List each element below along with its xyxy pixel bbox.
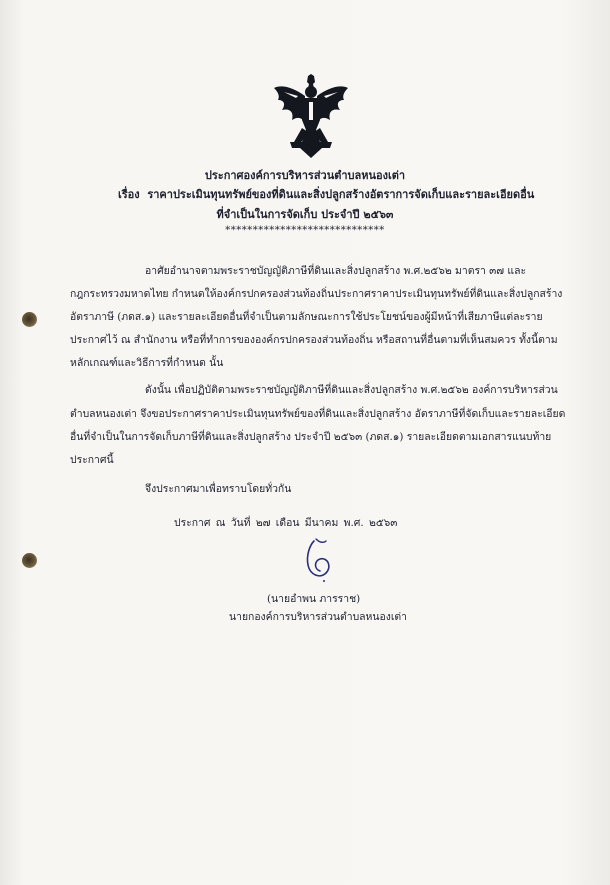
para2-line-2: ตำบลหนองเต่า จึงขอประกาศราคาประเมินทุนทรัพย์ของที่ดินและสิ่งปลูกสร้าง อัตราภาษีที่จัดเก็บและรายละเอียด — [70, 408, 566, 420]
para1-line-1: อาศัยอำนาจตามพระราชบัญญัติภาษีที่ดินและสิ่งปลูกสร้าง พ.ศ.๒๕๖๒ มาตรา ๓๗ และ — [145, 265, 527, 277]
separator-stars: ***************************** — [225, 225, 385, 236]
signatory-position: นายกองค์การบริหารส่วนตำบลหนองเต่า — [229, 611, 407, 623]
subject-text-1: ราคาประเมินทุนทรัพย์ของที่ดินและสิ่งปลูกสร้างอัตราการจัดเก็บและรายละเอียดอื่น — [147, 188, 535, 201]
para2-line-4: ประกาศนี้ — [70, 454, 114, 466]
handwritten-signature — [300, 537, 340, 585]
punch-hole-top — [22, 312, 37, 327]
announcement-title: ประกาศองค์การบริหารส่วนตำบลหนองเต่า — [204, 169, 406, 182]
punch-hole-bottom — [22, 553, 37, 568]
para1-line-4: ประกาศไว้ ณ สำนักงาน หรือที่ทำการขององค์กรปกครองส่วนท้องถิ่น หรือสถานที่อื่นตามที่เห็นสมควร ทั้งนี้ตาม — [70, 334, 558, 346]
signatory-name: (นายอำพน ภารราช) — [267, 593, 361, 605]
announce-line: จึงประกาศมาเพื่อทราบโดยทั่วกัน — [145, 483, 292, 495]
para1-line-5: หลักเกณฑ์และวิธีการที่กำหนด นั้น — [70, 357, 224, 369]
para1-line-2: กฎกระทรวงมหาดไทย กำหนดให้องค์กรปกครองส่วนท้องถิ่นประกาศราคาประเมินทุนทรัพย์ที่ดินและสิ่งปลูกสร้าง — [70, 288, 563, 300]
para2-line-3: อื่นที่จำเป็นในการจัดเก็บภาษีที่ดินและสิ่งปลูกสร้าง ประจำปี ๒๕๖๓ (ภดส.๑) รายละเอียดตามเอกสารแนบท้าย — [70, 431, 552, 443]
date-line: ประกาศ ณ วันที่ ๒๗ เดือน มีนาคม พ.ศ. ๒๕๖๓ — [174, 517, 398, 529]
para2-line-1: ดังนั้น เพื่อปฏิบัติตามพระราชบัญญัติภาษีที่ดินและสิ่งปลูกสร้าง พ.ศ.๒๕๖๒ องค์การบริหารส่วน — [145, 384, 558, 396]
subject-line-1 — [118, 185, 534, 203]
garuda-emblem — [272, 74, 350, 158]
subject-prefix: เรื่อง — [118, 188, 140, 201]
para1-line-3: อัตราภาษี (ภดส.๑) และรายละเอียดอื่นที่จำเป็นตามลักษณะการใช้ประโยชน์ของผู้มีหน้าที่เสียภาษีแต่ละราย — [70, 311, 543, 323]
subject-line-2: ที่จำเป็นในการจัดเก็บ ประจำปี ๒๕๖๓ — [216, 208, 394, 221]
